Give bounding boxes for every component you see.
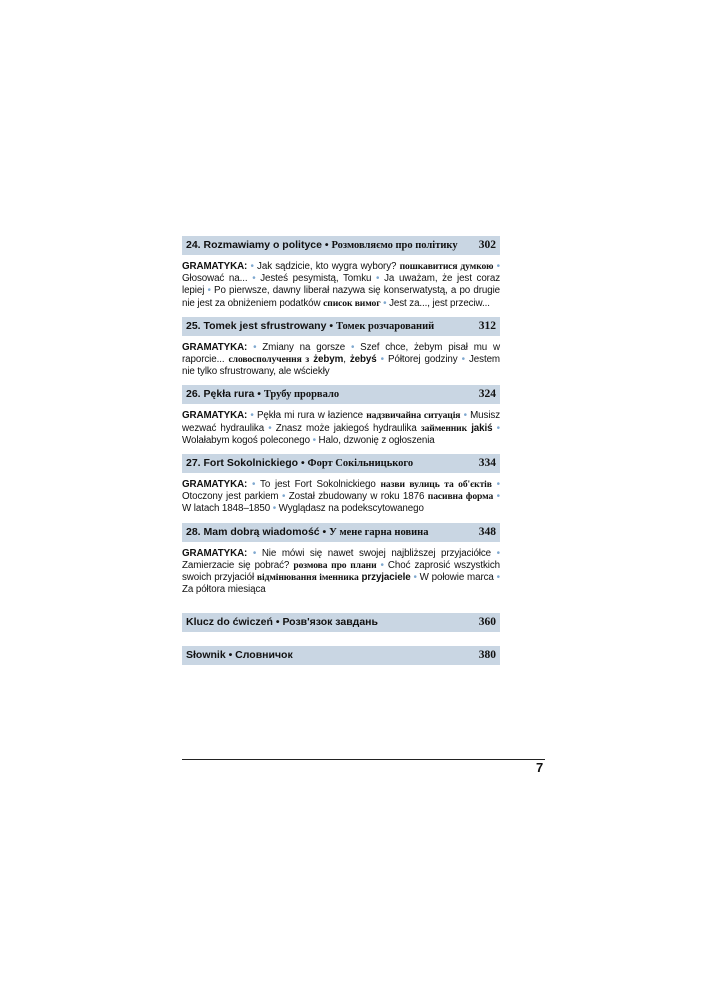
bullet: • [461, 354, 465, 366]
grammar-topic: назви вулиць та об'єктів [380, 479, 492, 491]
example-text: Wolałabym kogoś poleconego [182, 434, 313, 446]
chapter-page: 334 [478, 457, 496, 470]
chapter-list [182, 236, 500, 596]
table-of-contents [182, 236, 500, 672]
bullet: • [463, 410, 467, 422]
bullet: • [250, 410, 257, 422]
bullet: • [281, 491, 286, 503]
bullet: • [496, 547, 500, 559]
key-word: żebym [313, 354, 344, 366]
bullet: • [268, 422, 272, 434]
chapter-header [182, 454, 500, 473]
bullet: • [252, 479, 261, 491]
bullet: • [252, 547, 262, 559]
title-separator: • [326, 319, 336, 332]
grammar-topic: надзвичайна ситуація [366, 410, 461, 422]
chapter-title-ukrainian: Форт Сокільницького [307, 458, 414, 470]
chapter-title: 27. Fort Sokolnickiego [186, 457, 299, 470]
bullet: • [253, 341, 263, 353]
key-word: żebyś [349, 354, 377, 366]
appendix-header [182, 613, 500, 632]
title-separator: • [298, 457, 308, 470]
example-text: Po pierwsze, dawny liberał nazywa się konserwatystą, a po drugie nie jest za obniżeniem podatków [182, 285, 500, 309]
example-text: W połowie marca [416, 572, 497, 584]
example-text: To jest Fort Sokolnickiego [260, 479, 381, 491]
bullet: • [380, 559, 384, 571]
example-text: Znasz może jakiegoś hydraulika [271, 422, 421, 434]
grammar-label: GRAMATYKA: [182, 479, 253, 491]
bullet: • [250, 261, 258, 272]
footer-rule [182, 759, 545, 760]
chapter-page: 348 [478, 525, 496, 538]
example-text: , [343, 354, 350, 366]
chapter-header [182, 385, 500, 404]
chapter-title-ukrainian: Трубу прорвало [263, 389, 340, 401]
example-text: Za półtora miesiąca [182, 584, 266, 596]
example-text: Zamierzacie się pobrać? [182, 559, 294, 571]
title-separator: • [254, 388, 264, 401]
key-word: jakiś [471, 422, 493, 434]
example-text: Ja uważam, że jest coraz lepiej [182, 273, 500, 297]
bullet: • [252, 273, 256, 285]
example-text: Jestem nie tylko sfrustrowany, ale wściekły [182, 354, 500, 378]
grammar-topic: розмова про плани [293, 559, 377, 571]
grammar-summary [182, 261, 500, 310]
grammar-topic: словосполучення з [228, 354, 310, 366]
chapter-entry[interactable] [182, 523, 500, 597]
bullet: • [383, 297, 387, 309]
example-text: Wyglądasz na podekscytowanego [276, 503, 424, 515]
chapter-entry[interactable] [182, 317, 500, 379]
example-text: Musisz wezwać hydraulika [182, 410, 500, 434]
bullet: • [496, 422, 500, 434]
grammar-summary [182, 410, 500, 447]
bullet: • [350, 341, 355, 353]
page-number: 7 [536, 760, 544, 775]
chapter-title: 28. Mam dobrą wiadomość [186, 525, 320, 538]
example-text: Zmiany na gorsze [262, 341, 351, 353]
appendix-title: Klucz do ćwiczeń • Розв'язок завдань [186, 616, 378, 629]
bullet: • [496, 572, 500, 584]
chapter-page: 324 [478, 388, 496, 401]
bullet: • [496, 479, 501, 491]
example-text: Jest za..., jest przeciw... [386, 297, 490, 309]
example-text: Choć zaprosić wszystkich swoich przyjaciół [182, 559, 500, 584]
example-text: Jesteś pesymistą, Tomku [255, 273, 377, 285]
example-text: Otoczony jest parkiem [182, 491, 282, 503]
chapter-header [182, 523, 500, 542]
grammar-topic: пасивна форма [427, 491, 494, 503]
chapter-entry[interactable] [182, 236, 500, 310]
grammar-label: GRAMATYKA: [182, 261, 251, 272]
appendix-page: 380 [478, 649, 496, 662]
chapter-entry[interactable] [182, 454, 500, 516]
appendix-answer-key[interactable] [182, 613, 500, 632]
chapter-title: 26. Pękła rura [186, 388, 255, 401]
appendix-dictionary[interactable] [182, 646, 500, 665]
appendix-header [182, 646, 500, 665]
bullet: • [376, 273, 380, 285]
bullet: • [413, 572, 417, 584]
title-separator: • [321, 239, 332, 251]
example-text: W latach 1848–1850 [182, 503, 273, 515]
bullet: • [272, 503, 277, 515]
title-separator: • [319, 525, 330, 538]
example-text: Pękła mi rura w łazience [256, 410, 367, 422]
bullet: • [312, 434, 316, 446]
chapter-title: 24. Rozmawiamy o polityce [186, 239, 322, 251]
example-text: Półtorej godziny [384, 354, 462, 366]
bullet: • [496, 491, 500, 503]
grammar-summary [182, 342, 500, 379]
grammar-topic: список вимог [323, 297, 381, 309]
appendix-page: 360 [478, 616, 496, 629]
chapter-page: 312 [478, 319, 496, 332]
appendix-title: Słownik • Словничок [186, 649, 293, 662]
example-text: Jak sądzicie, kto wygra wybory? [257, 261, 400, 272]
chapter-title: 25. Tomek jest sfrustrowany [186, 319, 327, 332]
grammar-label: GRAMATYKA: [182, 410, 251, 422]
example-text: Szef chce, żebym pisał mu w raporcie... [182, 341, 501, 366]
chapter-header [182, 236, 500, 255]
chapter-header [182, 317, 500, 336]
chapter-title-ukrainian: Розмовляємо про політику [331, 240, 458, 251]
key-word: przyjaciele [361, 572, 411, 584]
chapter-page: 302 [478, 239, 496, 251]
bullet: • [496, 261, 501, 272]
example-text: Nie mówi się nawet swojej najbliższej przyjaciółce [261, 547, 497, 559]
example-text: Głosować na... [182, 273, 253, 285]
grammar-topic: відмінювання іменника [256, 572, 359, 584]
example-text: Halo, dzwonię z ogłoszenia [315, 434, 435, 446]
grammar-label: GRAMATYKA: [182, 547, 253, 559]
chapter-title-ukrainian: Томек розчарований [335, 320, 435, 332]
chapter-title-ukrainian: У мене гарна новина [329, 526, 429, 538]
grammar-summary [182, 548, 500, 597]
chapter-entry[interactable] [182, 385, 500, 447]
grammar-topic: займенник [420, 422, 468, 434]
example-text: Został zbudowany w roku 1876 [285, 491, 428, 503]
grammar-topic: пошкавитися думкою [399, 261, 494, 272]
bullet: • [207, 285, 211, 297]
bullet: • [380, 354, 384, 366]
grammar-summary [182, 479, 500, 516]
grammar-label: GRAMATYKA: [182, 341, 254, 353]
